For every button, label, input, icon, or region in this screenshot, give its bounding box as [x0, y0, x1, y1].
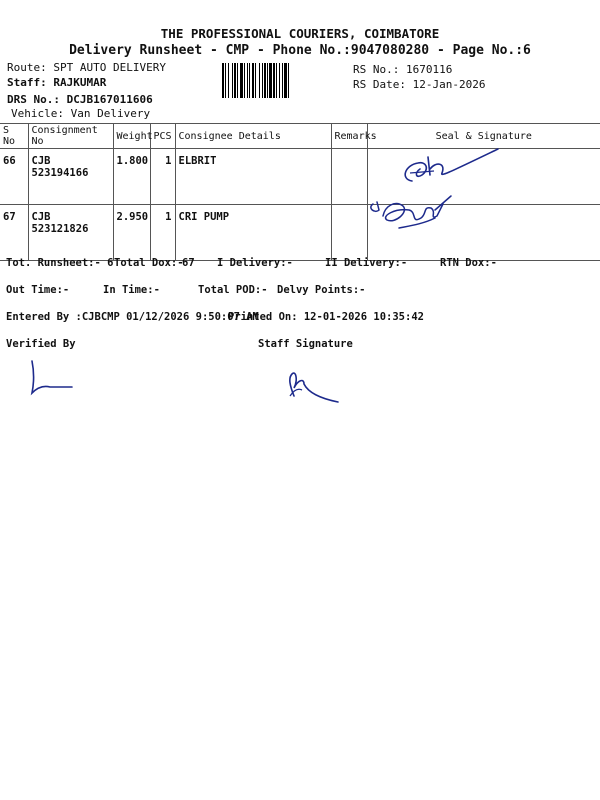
col-pcs: PCS [150, 124, 175, 149]
col-sno: S No [0, 124, 28, 149]
staff-signature [280, 358, 350, 408]
cell-consignee: ELBRIT [175, 149, 331, 205]
staff-line: Staff: RAJKUMAR [7, 76, 107, 89]
verified-by-signature [20, 355, 90, 405]
drs-number: DRS No.: DCJB167011606 [7, 93, 153, 106]
col-weight: Weight [113, 124, 150, 149]
cell-remarks [331, 149, 367, 205]
delvy-points: Delvy Points:- [277, 284, 366, 296]
col-seal-signature: Seal & Signature [367, 124, 600, 149]
out-time: Out Time:- [6, 284, 70, 296]
total-dox-value: 67 [182, 257, 195, 269]
cell-pcs: 1 [150, 205, 175, 261]
i-delivery: I Delivery:- [217, 257, 293, 269]
cell-consignment: CJB 523194166 [28, 149, 113, 205]
rs-number: RS No.: 1670116 [353, 63, 453, 76]
printed-on: Printed On: 12-01-2026 10:35:42 [228, 311, 424, 323]
entered-by: Entered By :CJBCMP 01/12/2026 9:50:07 AM [6, 311, 259, 323]
rtn-dox: RTN Dox:- [440, 257, 497, 269]
staff-signature-label: Staff Signature [258, 338, 353, 350]
cell-consignee: CRI PUMP [175, 205, 331, 261]
cell-sno: 67 [0, 205, 28, 261]
route-line: Route: SPT AUTO DELIVERY [7, 61, 166, 74]
in-time: In Time:- [103, 284, 160, 296]
cell-pcs: 1 [150, 149, 175, 205]
total-pod: Total POD:- [198, 284, 268, 296]
verified-by-label: Verified By [6, 338, 76, 350]
runsheet-subtitle: Delivery Runsheet - CMP - Phone No.:9047080280 - Page No.:6 [69, 43, 531, 58]
rs-date: RS Date: 12-Jan-2026 [353, 78, 486, 91]
tot-runsheet: Tot. Runsheet:- 6 [6, 257, 114, 269]
col-remarks: Remarks [331, 124, 367, 149]
company-title: THE PROFESSIONAL COURIERS, COIMBATORE [160, 26, 440, 41]
cell-remarks [331, 205, 367, 261]
cell-weight: 2.950 [113, 205, 150, 261]
col-consignee: Consignee Details [175, 124, 331, 149]
vehicle-line: Vehicle: Van Delivery [11, 107, 151, 120]
ii-delivery: II Delivery:- [325, 257, 408, 269]
barcode [222, 63, 348, 98]
cell-consignment: CJB 523121826 [28, 205, 113, 261]
col-consignment: Consignment No [28, 124, 113, 149]
table-header-row [0, 124, 600, 149]
table-row [0, 205, 600, 261]
cell-sno: 66 [0, 149, 28, 205]
cell-weight: 1.800 [113, 149, 150, 205]
signature-row-67 [365, 190, 475, 240]
runsheet-table [0, 123, 600, 261]
total-dox-label: Total Dox:- [114, 257, 184, 269]
table-row [0, 149, 600, 205]
